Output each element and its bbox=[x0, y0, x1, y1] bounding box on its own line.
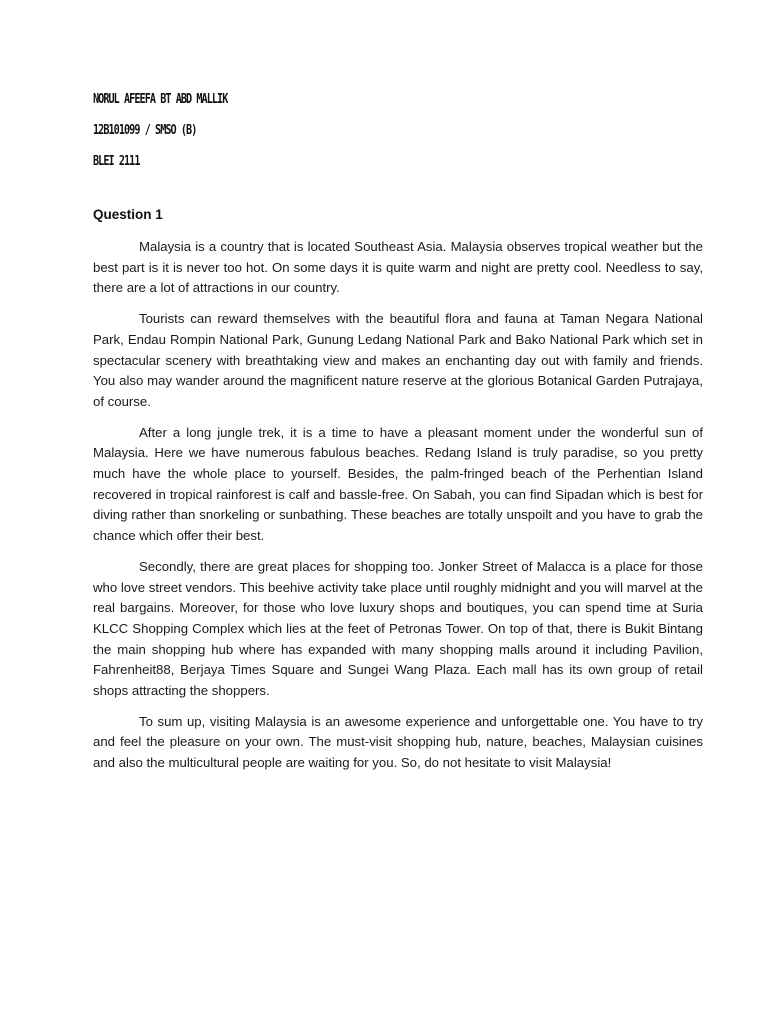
course-code: BLEI 2111 bbox=[93, 154, 140, 169]
paragraph-intro: Malaysia is a country that is located Southeast Asia. Malaysia observes tropical weather but the best part is it is never too hot. On some days it is quite warm and night are pretty cool. Needless to say, there are a lot of attractions in our country. bbox=[93, 239, 703, 296]
student-name: NORUL AFEEFA BT ABD MALLIK bbox=[93, 92, 228, 107]
student-header bbox=[93, 84, 265, 177]
paragraph-shopping: Secondly, there are great places for shopping too. Jonker Street of Malacca is a place for those who love street vendors. This beehive activity take place until roughly midnight and you will marvel at the real bargains. Moreover, for those who love luxury shops and boutiques, you can spend time at Suria KLCC Shopping Complex which lies at the feet of Petronas Tower. On top of that, there is Bukit Bintang the main shopping hub where has expanded with many shopping malls around it including Pavilion, Fahrenheit88, Berjaya Times Square and Sungei Wang Plaza. Each mall has its own group of retail shops attracting the shoppers. bbox=[93, 558, 703, 699]
paragraph-conclusion: To sum up, visiting Malaysia is an awesome experience and unforgettable one. You have to try and feel the pleasure on your own. The must-visit shopping hub, nature, beaches, Malaysian cuisines and also the multicultural people are waiting for you. So, do not hesitate to visit Malaysia! bbox=[93, 713, 703, 771]
student-id: 12B101099 / SMSO (B) bbox=[93, 123, 197, 138]
paragraph-nature: Tourists can reward themselves with the beautiful flora and fauna at Taman Negara National Park, Endau Rompin National Park, Gunung Ledang National Park and Bako National Park which set in spectacular scenery with breathtaking view and makes an enchanting day out with family and friends. You also may wander around the magnificent nature reserve at the glorious Botanical Garden Putrajaya, of course. bbox=[93, 311, 703, 409]
question-title: Question 1 bbox=[93, 207, 163, 222]
answer-body bbox=[93, 205, 703, 784]
paragraph-beaches: After a long jungle trek, it is a time to have a pleasant moment under the wonderful sun of Malaysia. Here we have numerous fabulous beaches. Redang Island is truly paradise, so you pretty much have the whole place to yourself. Besides, the palm-fringed beach of the Perhentian Island recovered in tropical rainforest is calf and bassle-free. On Sabah, you can find Sipadan which is best for diving rather than snorkeling or sunbathing. These beaches are totally unspoilt and you have to grab the chance which offer their best. bbox=[93, 424, 703, 544]
